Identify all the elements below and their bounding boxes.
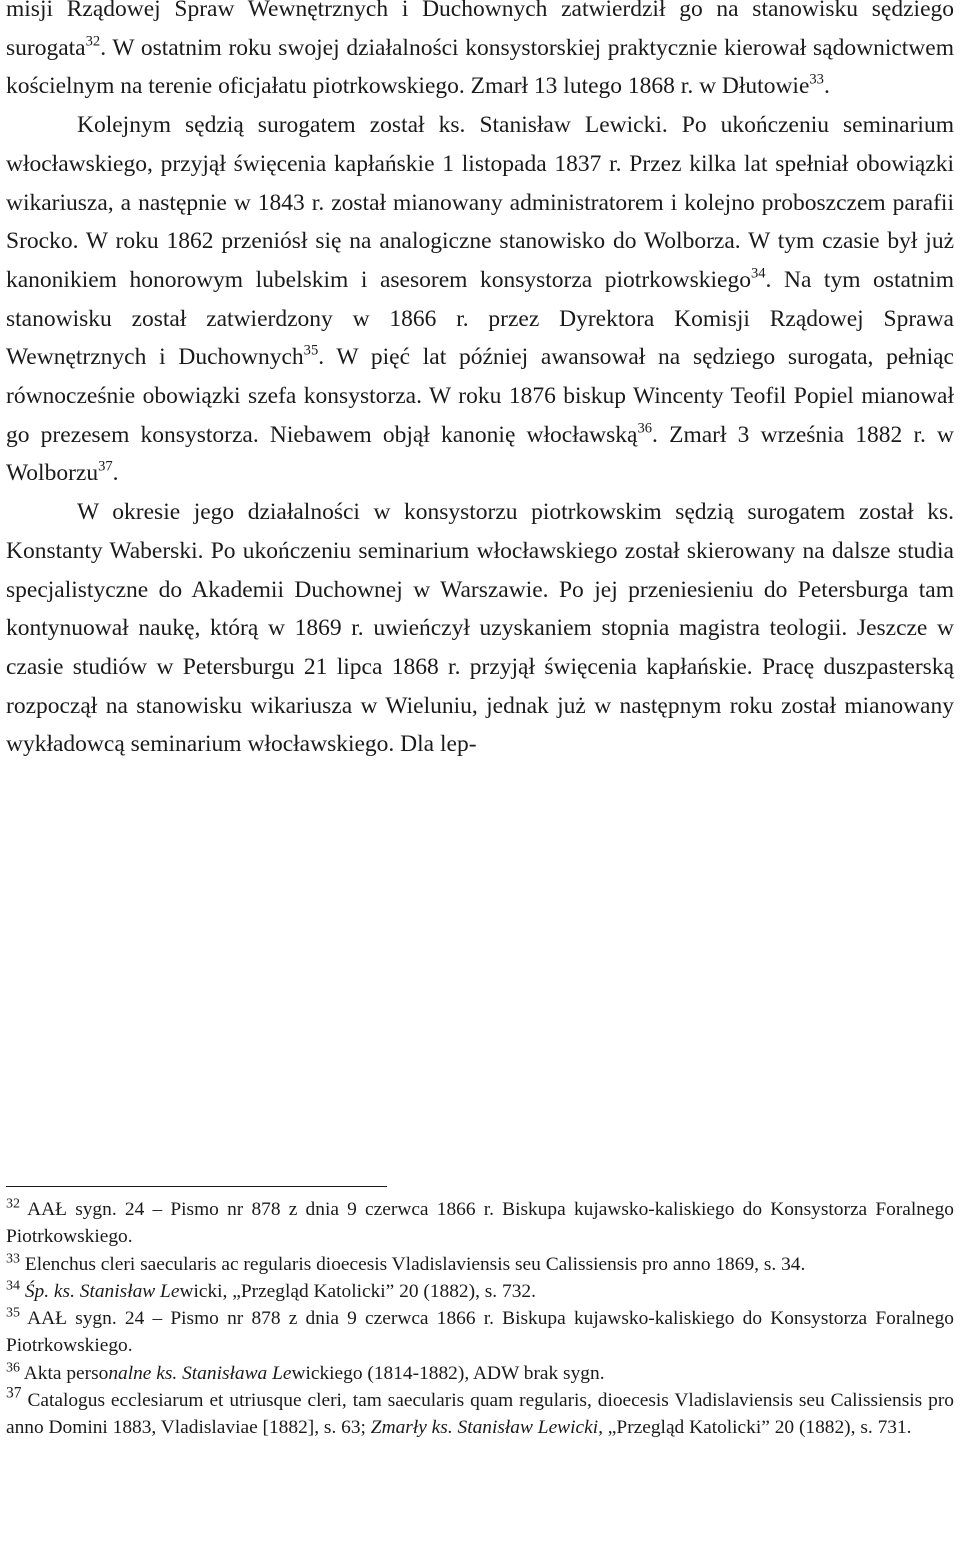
paragraph-2-part-4: . Zmarł 3 września 1882 r. w Wolborzu bbox=[6, 421, 954, 487]
footnote-number: 36 bbox=[6, 1360, 20, 1376]
footnote-italic-text: Śp. ks. Stanisław Le bbox=[20, 1280, 180, 1302]
footnote-36 bbox=[6, 1360, 954, 1387]
footnote-35 bbox=[6, 1305, 954, 1360]
footnote-text: Elenchus cleri saecularis ac regularis dioecesis Vladislaviensis seu Calissiensis pro anno 1869, s. 34. bbox=[20, 1253, 806, 1275]
footnote-text-start: Akta perso bbox=[20, 1362, 109, 1384]
footnote-separator bbox=[6, 1186, 387, 1187]
paragraph-2-part-5: . bbox=[112, 460, 119, 487]
footnote-ref-36[interactable]: 36 bbox=[637, 420, 653, 437]
paragraph-1 bbox=[6, 0, 954, 106]
paragraph-3-text: W okresie jego działalności w konsystorzu piotrkowskim sędzią surogatem został ks. Konstanty Waberski. Po ukończeniu seminarium włocławskiego został skierowany na dalsze studia specjalistyczne do Akademii Duchownej w Warszawie. Po jej przeniesieniu do Petersburga tam kontynuował naukę, którą w 1869 r. uwieńczył uzyskaniem stopnia magistra teologii. Jeszcze w czasie studiów w Petersburgu 21 lipca 1868 r. przyjął święcenia kapłańskie. Pracę duszpasterską rozpoczął na stanowisku wikariusza w Wieluniu, jednak już w następnym roku został mianowany wykładowcą seminarium włocławskiego. Dla lep- bbox=[6, 499, 954, 758]
document-page bbox=[6, 0, 954, 1439]
paragraph-1-part-3: . bbox=[823, 73, 830, 100]
footnote-33 bbox=[6, 1251, 954, 1278]
footnote-text: wickiego (1814-1882), ADW brak sygn. bbox=[291, 1362, 605, 1384]
footnote-number: 34 bbox=[6, 1278, 20, 1294]
footnote-ref-37[interactable]: 37 bbox=[98, 458, 113, 475]
footnote-text: AAŁ sygn. 24 – Pismo nr 878 z dnia 9 czerwca 1866 r. Biskupa kujawsko-kaliskiego do Konsystorza Foralnego Piotrkowskiego. bbox=[6, 1199, 954, 1248]
footnote-text-end: „Przegląd Katolicki” 20 (1882), s. 731. bbox=[602, 1417, 912, 1439]
footnote-ref-35[interactable]: 35 bbox=[303, 342, 319, 359]
footnote-text: Catalogus ecclesiarum et utriusque cleri, tam saecularis quam regularis, dioecesis Vladislaviensis seu Calissiensis pro anno Domini 1883, Vladislaviae [1882], s. 63; bbox=[6, 1390, 954, 1439]
paragraph-3 bbox=[6, 493, 954, 764]
footnote-number: 32 bbox=[6, 1196, 20, 1212]
footnote-ref-32[interactable]: 32 bbox=[85, 33, 101, 50]
footnote-number: 37 bbox=[6, 1384, 22, 1402]
paragraph-1-part-2: . W ostatnim roku swojej działalności konsystorskiej praktycznie kierował sądownictwem kościelnym na terenie oficjałatu piotrkowskiego. Zmarł 13 lutego 1868 r. w Dłutowie bbox=[6, 34, 954, 100]
footnote-number: 35 bbox=[6, 1305, 20, 1321]
footnote-ref-33[interactable]: 33 bbox=[809, 71, 824, 88]
footnote-italic-text: nalne ks. Stanisława Le bbox=[108, 1362, 292, 1384]
footnotes bbox=[6, 1196, 954, 1442]
footnote-ref-34[interactable]: 34 bbox=[750, 265, 766, 282]
paragraph-1-part-1: misji Rządowej Spraw Wewnętrznych i Duchownych zatwierdził go na stanowisku sędziego surogata bbox=[6, 0, 954, 61]
footnote-text: AAŁ sygn. 24 – Pismo nr 878 z dnia 9 czerwca 1866 r. Biskupa kujawsko-kaliskiego do Konsystorza Foralnego Piotrkowskiego. bbox=[6, 1308, 954, 1357]
footnote-32 bbox=[6, 1196, 954, 1251]
paragraph-2-part-1: Kolejnym sędzią surogatem został ks. Stanisław Lewicki. Po ukończeniu seminarium włocławskiego, przyjął święcenia kapłańskie 1 listopada 1837 r. Przez kilka lat spełniał obowiązki wikariusza, a następnie w 1843 r. został mianowany administratorem i kolejno proboszczem parafii Srocko. W roku 1862 przeniósł się na analogiczne stanowisko do Wolborza. W tym czasie był już kanonikiem honorowym lubelskim i asesorem konsystorza piotrkowskiego bbox=[6, 112, 954, 293]
main-text bbox=[6, 0, 954, 764]
footnote-37 bbox=[6, 1384, 954, 1442]
paragraph-2-part-3: . W pięć lat później awansował na sędziego surogata, pełniąc równocześnie obowiązki szefa konsystorza. W roku 1876 biskup Wincenty Teofil Popiel mianował go prezesem konsystorza. Niebawem objął kanonię włocławską bbox=[6, 344, 954, 448]
footnote-text: wicki, „Przegląd Katolicki” 20 (1882), s. 732. bbox=[179, 1280, 536, 1302]
footnote-italic-text: Zmarły ks. Stanisław Lewicki, bbox=[370, 1417, 603, 1439]
paragraph-2 bbox=[6, 106, 954, 493]
footnote-34 bbox=[6, 1278, 954, 1305]
paragraph-2-part-2: . Na tym ostatnim stanowisku został zatwierdzony w 1866 r. przez Dyrektora Komisji Rządowej Sprawa Wewnętrznych i Duchownych bbox=[6, 266, 954, 371]
footnote-number: 33 bbox=[6, 1250, 20, 1266]
